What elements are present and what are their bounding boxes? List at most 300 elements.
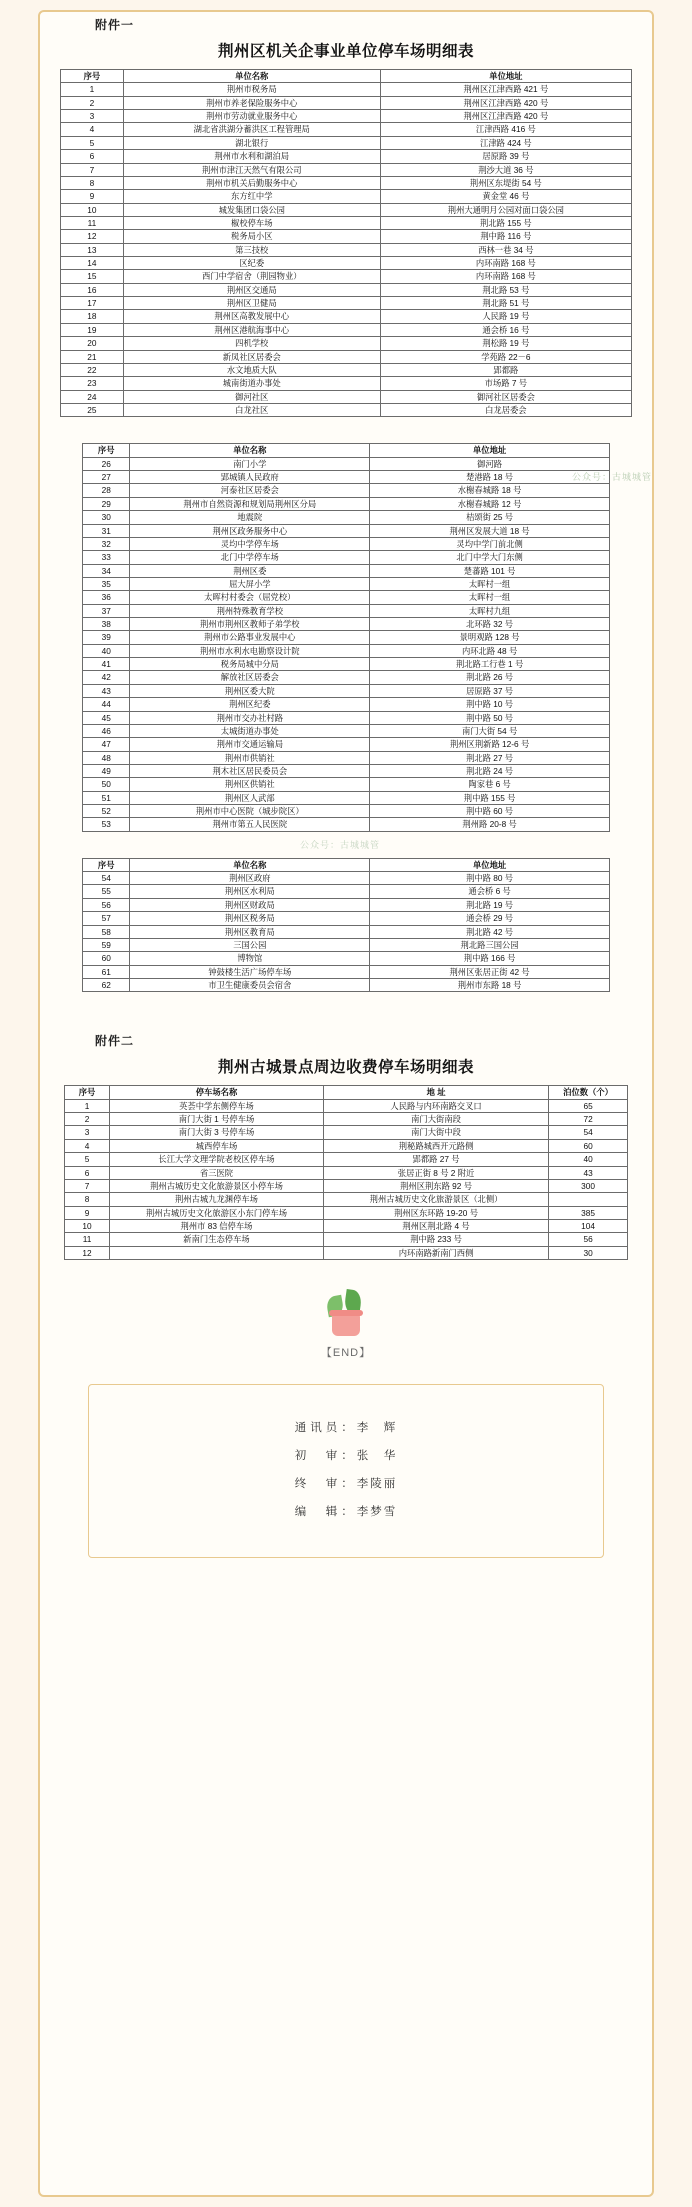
- table-row: [65, 1193, 628, 1206]
- cell-unit-name: 荆州区水利局: [130, 885, 370, 898]
- header-cell-lot-name: 停车场名称: [110, 1086, 324, 1099]
- cell-unit-name: 水文地质大队: [123, 363, 380, 376]
- header-cell-addr: 单位地址: [370, 444, 610, 457]
- cell-unit-address: 荆北路 27 号: [370, 751, 610, 764]
- cell-unit-address: 荆州区江津西路 421 号: [380, 83, 631, 96]
- cell-no: 47: [83, 738, 130, 751]
- cell-unit-address: 内环北路 48 号: [370, 644, 610, 657]
- table-row: [83, 764, 610, 777]
- cell-no: 2: [65, 1113, 110, 1126]
- table-row: [61, 83, 632, 96]
- cell-unit-address: 通会桥 16 号: [380, 323, 631, 336]
- cell-unit-name: 荆州市劳动就业服务中心: [123, 110, 380, 123]
- cell-no: 21: [61, 350, 124, 363]
- cell-unit-address: 荆州区张居正街 42 号: [370, 965, 610, 978]
- cell-capacity: 300: [549, 1179, 628, 1192]
- cell-no: 12: [61, 230, 124, 243]
- end-label: 【END】: [320, 1347, 372, 1360]
- table-row: [83, 644, 610, 657]
- cell-unit-name: 太城街道办事处: [130, 724, 370, 737]
- cell-no: 10: [65, 1219, 110, 1232]
- table-row: [83, 457, 610, 470]
- cell-capacity: [549, 1193, 628, 1206]
- cell-address: 南门大街中段: [323, 1126, 548, 1139]
- attachment-2-label: 附件二: [95, 1034, 135, 1049]
- cell-no: 48: [83, 751, 130, 764]
- table-row: [61, 163, 632, 176]
- table-row: [61, 176, 632, 189]
- cell-no: 6: [65, 1166, 110, 1179]
- cell-unit-name: 屈大屏小学: [130, 577, 370, 590]
- watermark-top: 公众号：古城城管: [571, 472, 652, 482]
- cell-no: 16: [61, 283, 124, 296]
- cell-address: 荆州区荆北路 4 号: [323, 1219, 548, 1232]
- table-row: [61, 270, 632, 283]
- cell-no: 22: [61, 363, 124, 376]
- cell-unit-name: 郢城镇人民政府: [130, 471, 370, 484]
- table-row: [61, 150, 632, 163]
- cell-unit-address: 荆州大通明月公园对面口袋公园: [380, 203, 631, 216]
- cell-unit-name: 荆州特殊教育学校: [130, 604, 370, 617]
- cell-no: 6: [61, 150, 124, 163]
- cell-no: 41: [83, 658, 130, 671]
- cell-unit-address: 荆北路 42 号: [370, 925, 610, 938]
- cell-unit-address: 荆松路 19 号: [380, 337, 631, 350]
- cell-unit-address: 荆中路 166 号: [370, 952, 610, 965]
- cell-no: 34: [83, 564, 130, 577]
- cell-unit-address: 北门中学大门东侧: [370, 551, 610, 564]
- cell-unit-name: 荆州区委: [130, 564, 370, 577]
- cell-unit-name: 椒校停车场: [123, 216, 380, 229]
- cell-unit-address: 桔颂街 25 号: [370, 511, 610, 524]
- cell-unit-name: 湖北省洪湖分蓄洪区工程管理局: [123, 123, 380, 136]
- cell-no: 1: [61, 83, 124, 96]
- cell-unit-address: 荆中路 60 号: [370, 805, 610, 818]
- cell-no: 46: [83, 724, 130, 737]
- cell-no: 24: [61, 390, 124, 403]
- cell-unit-address: 荆州区东堤街 54 号: [380, 176, 631, 189]
- table-row: [83, 952, 610, 965]
- header-cell-no: 序号: [61, 70, 124, 83]
- cell-unit-address: 通会桥 6 号: [370, 885, 610, 898]
- table-row: [65, 1219, 628, 1232]
- table-row: [65, 1233, 628, 1246]
- header-cell-no: 序号: [83, 858, 130, 871]
- table-row: [61, 123, 632, 136]
- table-header-row: [83, 444, 610, 457]
- cell-no: 7: [65, 1179, 110, 1192]
- cell-unit-name: 荆州区交通局: [123, 283, 380, 296]
- cell-unit-name: 荆州市养老保险服务中心: [123, 96, 380, 109]
- cell-unit-address: 人民路 19 号: [380, 310, 631, 323]
- table-row: [61, 283, 632, 296]
- table-row: [61, 363, 632, 376]
- cell-unit-name: 荆州区税务局: [130, 912, 370, 925]
- cell-unit-address: 通会桥 29 号: [370, 912, 610, 925]
- credit-name: 李 辉: [356, 1422, 398, 1435]
- cell-no: 39: [83, 631, 130, 644]
- cell-unit-address: 江津路 424 号: [380, 136, 631, 149]
- table-row: [61, 96, 632, 109]
- cell-no: 18: [61, 310, 124, 323]
- cell-unit-name: 荆州区人武部: [130, 791, 370, 804]
- table-row: [61, 257, 632, 270]
- table-row: [61, 323, 632, 336]
- cell-no: 53: [83, 818, 130, 831]
- cell-unit-name: 荆州区纪委: [130, 698, 370, 711]
- table-header-row: [65, 1086, 628, 1099]
- cell-unit-address: 荆中路 80 号: [370, 872, 610, 885]
- table-row: [65, 1099, 628, 1112]
- cell-unit-name: 太晖村村委会（屈党校）: [130, 591, 370, 604]
- cell-unit-address: 荆州区江津西路 420 号: [380, 110, 631, 123]
- cell-unit-name: 河泰社区居委会: [130, 484, 370, 497]
- cell-no: 13: [61, 243, 124, 256]
- cell-unit-address: 荆中路 155 号: [370, 791, 610, 804]
- table-row: [83, 885, 610, 898]
- cell-unit-address: 白龙居委会: [380, 403, 631, 416]
- cell-unit-name: 荆州区财政局: [130, 898, 370, 911]
- cell-unit-name: 博物馆: [130, 952, 370, 965]
- cell-unit-address: 荆北路 53 号: [380, 283, 631, 296]
- cell-unit-name: 税务局小区: [123, 230, 380, 243]
- cell-no: 3: [61, 110, 124, 123]
- cell-lot-name: 荆州市 83 信停车场: [110, 1219, 324, 1232]
- credit-line: [89, 1419, 603, 1435]
- table-row: [61, 190, 632, 203]
- cell-unit-address: 太晖村九组: [370, 604, 610, 617]
- table-row: [83, 671, 610, 684]
- cell-no: 38: [83, 618, 130, 631]
- table-row: [83, 604, 610, 617]
- table-row: [83, 537, 610, 550]
- header-cell-capacity: 泊位数（个）: [549, 1086, 628, 1099]
- table-row: [83, 724, 610, 737]
- cell-no: 49: [83, 764, 130, 777]
- cell-no: 45: [83, 711, 130, 724]
- cell-unit-address: 学苑路 22－6: [380, 350, 631, 363]
- cell-no: 10: [61, 203, 124, 216]
- cell-unit-name: 区纪委: [123, 257, 380, 270]
- cell-lot-name: 南门大街 3 号停车场: [110, 1126, 324, 1139]
- cell-capacity: 104: [549, 1219, 628, 1232]
- potted-plant-icon: [323, 1286, 369, 1338]
- cell-unit-name: 荆州区委大院: [130, 684, 370, 697]
- cell-unit-name: 荆州市水利水电勘察设计院: [130, 644, 370, 657]
- cell-unit-name: 荆州市公路事业发展中心: [130, 631, 370, 644]
- cell-no: 15: [61, 270, 124, 283]
- cell-unit-name: 三国公园: [130, 938, 370, 951]
- cell-unit-address: 西林一巷 34 号: [380, 243, 631, 256]
- cell-unit-name: 荆州区教育局: [130, 925, 370, 938]
- cell-no: 33: [83, 551, 130, 564]
- cell-unit-name: 白龙社区: [123, 403, 380, 416]
- table-row: [61, 136, 632, 149]
- cell-unit-address: 荆州区荆新路 12-6 号: [370, 738, 610, 751]
- cell-unit-name: 荆州区卫健局: [123, 297, 380, 310]
- cell-no: 51: [83, 791, 130, 804]
- table-row: [83, 965, 610, 978]
- cell-unit-name: 湖北银行: [123, 136, 380, 149]
- cell-unit-address: 荆北路 19 号: [370, 898, 610, 911]
- attachment-1-table: [60, 69, 632, 417]
- cell-unit-name: 荆州区供销社: [130, 778, 370, 791]
- cell-no: 8: [61, 176, 124, 189]
- cell-unit-address: 居原路 37 号: [370, 684, 610, 697]
- table-row: [83, 471, 610, 484]
- table-row: [83, 511, 610, 524]
- cell-unit-address: 景明观路 128 号: [370, 631, 610, 644]
- cell-unit-name: 城南街道办事处: [123, 377, 380, 390]
- cell-unit-name: 荆州市自然资源和规划局荆州区分局: [130, 497, 370, 510]
- cell-no: 30: [83, 511, 130, 524]
- cell-unit-address: 荆北路 51 号: [380, 297, 631, 310]
- table-row: [83, 484, 610, 497]
- credit-role: 初 审：: [294, 1450, 357, 1463]
- credit-line: [89, 1503, 603, 1519]
- cell-address: 荆州区东环路 19-20 号: [323, 1206, 548, 1219]
- header-cell-no: 序号: [65, 1086, 110, 1099]
- table-row: [83, 524, 610, 537]
- cell-address: 张居正街 8 号 2 附近: [323, 1166, 548, 1179]
- cell-unit-name: 新凤社区居委会: [123, 350, 380, 363]
- cell-unit-name: 荆州区高教发展中心: [123, 310, 380, 323]
- cell-no: 55: [83, 885, 130, 898]
- cell-no: 3: [65, 1126, 110, 1139]
- cell-unit-name: 荆州区港航海事中心: [123, 323, 380, 336]
- credit-name: 李梦雪: [356, 1506, 398, 1519]
- cell-no: 9: [61, 190, 124, 203]
- cell-unit-address: 内环南路 168 号: [380, 257, 631, 270]
- cell-address: 人民路与内环南路交叉口: [323, 1099, 548, 1112]
- cell-unit-name: 荆州市第五人民医院: [130, 818, 370, 831]
- cell-no: 19: [61, 323, 124, 336]
- cell-lot-name: 荆州古城历史文化旅游景区小停车场: [110, 1179, 324, 1192]
- table-row: [83, 658, 610, 671]
- watermark-middle: 公众号：古城城管: [300, 840, 381, 850]
- cell-unit-address: 太晖村一组: [370, 591, 610, 604]
- cell-unit-address: 居原路 39 号: [380, 150, 631, 163]
- table-row: [83, 912, 610, 925]
- flower-pot-icon: [332, 1314, 360, 1336]
- table-row: [65, 1206, 628, 1219]
- cell-unit-name: 税务局城中分局: [130, 658, 370, 671]
- cell-no: 40: [83, 644, 130, 657]
- cell-unit-address: 内环南路 168 号: [380, 270, 631, 283]
- cell-address: 荆州区荆东路 92 号: [323, 1179, 548, 1192]
- cell-no: 52: [83, 805, 130, 818]
- table-row: [83, 751, 610, 764]
- cell-no: 32: [83, 537, 130, 550]
- cell-unit-name: 灵均中学停车场: [130, 537, 370, 550]
- cell-lot-name: 英荟中学东侧停车场: [110, 1099, 324, 1112]
- table-row: [83, 711, 610, 724]
- header-cell-addr: 单位地址: [380, 70, 631, 83]
- cell-no: 1: [65, 1099, 110, 1112]
- attachment-1-title: 荆州区机关企事业单位停车场明细表: [217, 43, 474, 60]
- table-row: [83, 684, 610, 697]
- table-row: [61, 337, 632, 350]
- cell-unit-name: 荆州市交办社村路: [130, 711, 370, 724]
- cell-no: 17: [61, 297, 124, 310]
- credit-role: 编 辑：: [294, 1506, 357, 1519]
- cell-no: 4: [61, 123, 124, 136]
- credit-line: [89, 1447, 603, 1463]
- table-row: [65, 1246, 628, 1259]
- cell-unit-address: 荆中路 116 号: [380, 230, 631, 243]
- table-row: [61, 203, 632, 216]
- cell-capacity: 43: [549, 1166, 628, 1179]
- cell-unit-address: 荆州区江津西路 420 号: [380, 96, 631, 109]
- cell-capacity: 72: [549, 1113, 628, 1126]
- cell-unit-address: 荆北路 26 号: [370, 671, 610, 684]
- table-row: [83, 925, 610, 938]
- cell-no: 56: [83, 898, 130, 911]
- cell-unit-address: 御河社区居委会: [380, 390, 631, 403]
- cell-unit-address: 荆州路 20-8 号: [370, 818, 610, 831]
- cell-no: 27: [83, 471, 130, 484]
- cell-capacity: 54: [549, 1126, 628, 1139]
- table-row: [83, 805, 610, 818]
- cell-unit-name: 南门小学: [130, 457, 370, 470]
- table-row: [83, 564, 610, 577]
- cell-no: 23: [61, 377, 124, 390]
- attachment-2-title: 荆州古城景点周边收费停车场明细表: [217, 1059, 474, 1077]
- cell-no: 42: [83, 671, 130, 684]
- table-row: [65, 1179, 628, 1192]
- cell-capacity: 60: [549, 1139, 628, 1152]
- cell-unit-address: 郢都路: [380, 363, 631, 376]
- table-row: [61, 230, 632, 243]
- cell-unit-name: 第三技校: [123, 243, 380, 256]
- header-cell-addr: 单位地址: [370, 858, 610, 871]
- cell-unit-address: 荆沙大道 36 号: [380, 163, 631, 176]
- cell-no: 35: [83, 577, 130, 590]
- cell-no: 4: [65, 1139, 110, 1152]
- cell-unit-name: 北门中学停车场: [130, 551, 370, 564]
- credit-name: 张 华: [356, 1450, 398, 1463]
- cell-no: 29: [83, 497, 130, 510]
- cell-unit-name: 荆州区政务服务中心: [130, 524, 370, 537]
- credits-box: [88, 1384, 604, 1558]
- cell-lot-name: 荆州古城历史文化旅游区小东门停车场: [110, 1206, 324, 1219]
- cell-no: 11: [65, 1233, 110, 1246]
- table-row: [83, 631, 610, 644]
- cell-unit-name: 城发集团口袋公园: [123, 203, 380, 216]
- cell-unit-address: 御河路: [370, 457, 610, 470]
- cell-unit-address: 荆北路三国公园: [370, 938, 610, 951]
- header-cell-no: 序号: [83, 444, 130, 457]
- table-row: [83, 698, 610, 711]
- cell-unit-address: 荆北路 24 号: [370, 764, 610, 777]
- cell-no: 5: [65, 1153, 110, 1166]
- table-row: [61, 297, 632, 310]
- cell-unit-name: 荆州市机关后勤服务中心: [123, 176, 380, 189]
- cell-unit-name: 荆州市供销社: [130, 751, 370, 764]
- cell-no: 43: [83, 684, 130, 697]
- table-row: [83, 618, 610, 631]
- table-row: [83, 898, 610, 911]
- cell-no: 62: [83, 979, 130, 992]
- cell-no: 2: [61, 96, 124, 109]
- cell-no: 9: [65, 1206, 110, 1219]
- table-row: [83, 818, 610, 831]
- cell-lot-name: 荆州古城九龙渊停车场: [110, 1193, 324, 1206]
- cell-unit-address: 北环路 32 号: [370, 618, 610, 631]
- table-row: [65, 1166, 628, 1179]
- header-cell-name: 单位名称: [130, 858, 370, 871]
- credit-name: 李陵丽: [356, 1478, 398, 1491]
- credit-role: 终 审：: [294, 1478, 357, 1491]
- attachment-1-label: 附件一: [95, 18, 135, 32]
- attachment-1-table-continued-1: [82, 443, 610, 831]
- cell-unit-name: 荆州市水利和湖泊局: [123, 150, 380, 163]
- cell-no: 14: [61, 257, 124, 270]
- cell-unit-address: 水榭春城路 18 号: [370, 484, 610, 497]
- table-row: [83, 979, 610, 992]
- cell-unit-address: 南门大街 54 号: [370, 724, 610, 737]
- cell-capacity: 65: [549, 1099, 628, 1112]
- header-cell-address: 地 址: [323, 1086, 548, 1099]
- cell-no: 44: [83, 698, 130, 711]
- cell-unit-address: 楚港路 18 号: [370, 471, 610, 484]
- table-row: [61, 243, 632, 256]
- cell-unit-address: 荆北路 155 号: [380, 216, 631, 229]
- cell-no: 58: [83, 925, 130, 938]
- cell-unit-address: 市场路 7 号: [380, 377, 631, 390]
- cell-unit-name: 市卫生健康委员会宿舍: [130, 979, 370, 992]
- credit-role: 通讯员：: [294, 1422, 357, 1435]
- cell-no: 11: [61, 216, 124, 229]
- cell-unit-name: 钟鼓楼生活广场停车场: [130, 965, 370, 978]
- cell-address: 郢都路 27 号: [323, 1153, 548, 1166]
- table-row: [83, 938, 610, 951]
- cell-no: 60: [83, 952, 130, 965]
- cell-lot-name: 新南门生态停车场: [110, 1233, 324, 1246]
- cell-capacity: 30: [549, 1246, 628, 1259]
- cell-unit-address: 荆中路 50 号: [370, 711, 610, 724]
- cell-no: 50: [83, 778, 130, 791]
- cell-capacity: 56: [549, 1233, 628, 1246]
- cell-capacity: 40: [549, 1153, 628, 1166]
- cell-address: 南门大街南段: [323, 1113, 548, 1126]
- cell-address: 内环南路新南门西侧: [323, 1246, 548, 1259]
- table-row: [83, 551, 610, 564]
- cell-lot-name: 省三医院: [110, 1166, 324, 1179]
- table-row: [61, 377, 632, 390]
- table-row: [61, 390, 632, 403]
- table-header-row: [61, 70, 632, 83]
- cell-lot-name: [110, 1246, 324, 1259]
- cell-no: 36: [83, 591, 130, 604]
- cell-no: 37: [83, 604, 130, 617]
- cell-no: 7: [61, 163, 124, 176]
- table-row: [83, 577, 610, 590]
- cell-unit-name: 荆州区政府: [130, 872, 370, 885]
- cell-address: 荆州古城历史文化旅游景区（北侧）: [323, 1193, 548, 1206]
- header-cell-name: 单位名称: [123, 70, 380, 83]
- cell-unit-name: 荆木社区居民委员会: [130, 764, 370, 777]
- cell-unit-name: 荆州市交通运输局: [130, 738, 370, 751]
- end-section: [60, 1260, 632, 1370]
- cell-unit-name: 地震院: [130, 511, 370, 524]
- table-row: [61, 350, 632, 363]
- cell-no: 28: [83, 484, 130, 497]
- cell-unit-address: 陶家巷 6 号: [370, 778, 610, 791]
- cell-unit-name: 荆州市荆州区教师子弟学校: [130, 618, 370, 631]
- header-cell-name: 单位名称: [130, 444, 370, 457]
- cell-unit-name: 东方红中学: [123, 190, 380, 203]
